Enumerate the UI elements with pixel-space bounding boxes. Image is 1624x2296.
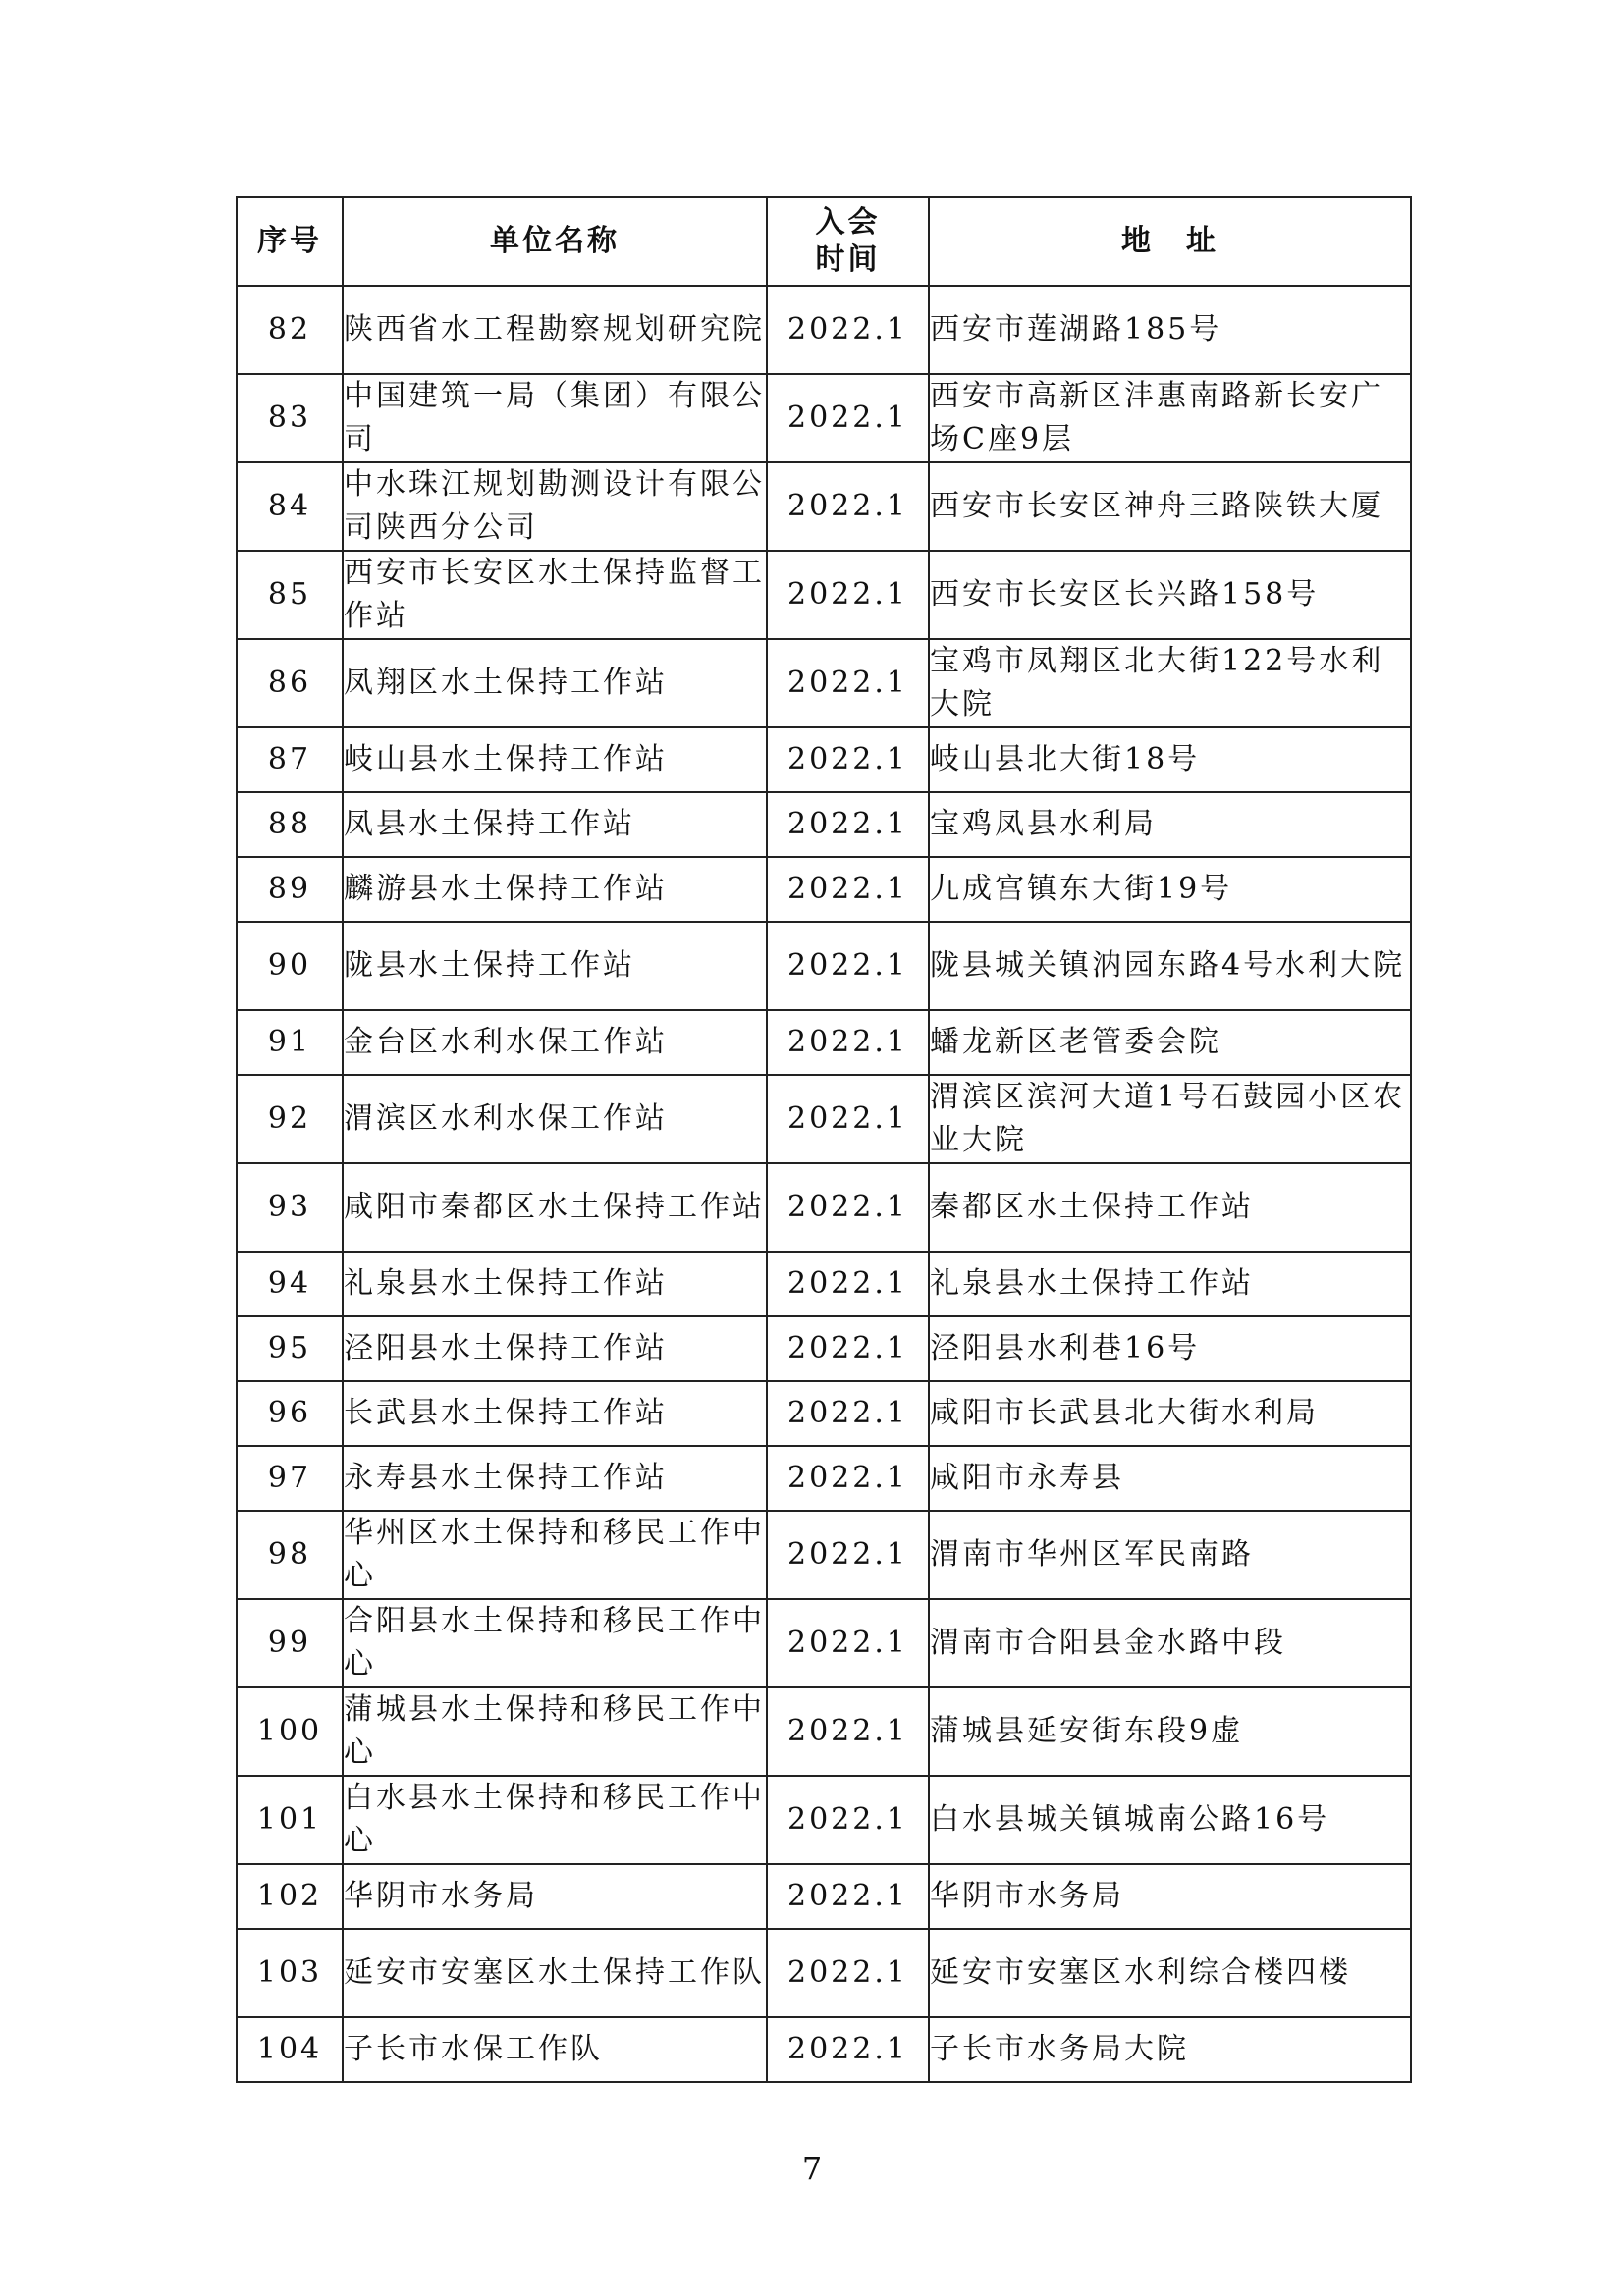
cell-join-time: 2022.1 (767, 792, 929, 857)
header-name: 单位名称 (343, 197, 767, 286)
cell-name: 长武县水土保持工作站 (343, 1381, 767, 1446)
cell-join-time: 2022.1 (767, 1511, 929, 1599)
cell-address: 西安市莲湖路185号 (929, 286, 1411, 374)
cell-address: 泾阳县水利巷16号 (929, 1316, 1411, 1381)
table-row (237, 792, 1411, 857)
cell-join-time: 2022.1 (767, 1075, 929, 1163)
header-address: 地 址 (929, 197, 1411, 286)
cell-join-time: 2022.1 (767, 857, 929, 922)
cell-address: 岐山县北大街18号 (929, 727, 1411, 792)
cell-join-time: 2022.1 (767, 374, 929, 462)
cell-index: 89 (237, 857, 343, 922)
cell-address: 西安市长安区神舟三路陕铁大厦 (929, 462, 1411, 551)
header-join-time (767, 197, 929, 286)
table-row (237, 1163, 1411, 1252)
cell-index: 83 (237, 374, 343, 462)
cell-address: 宝鸡凤县水利局 (929, 792, 1411, 857)
table-row (237, 1511, 1411, 1599)
cell-join-time: 2022.1 (767, 462, 929, 551)
cell-name: 咸阳市秦都区水土保持工作站 (343, 1163, 767, 1252)
cell-name: 华州区水土保持和移民工作中心 (343, 1511, 767, 1599)
cell-join-time: 2022.1 (767, 1252, 929, 1316)
table-row (237, 1687, 1411, 1776)
cell-index: 100 (237, 1687, 343, 1776)
cell-address: 九成宫镇东大街19号 (929, 857, 1411, 922)
member-table (236, 196, 1412, 2083)
cell-index: 84 (237, 462, 343, 551)
cell-name: 西安市长安区水土保持监督工作站 (343, 551, 767, 639)
cell-index: 103 (237, 1929, 343, 2017)
table-row (237, 1316, 1411, 1381)
cell-address: 渭南市华州区军民南路 (929, 1511, 1411, 1599)
cell-join-time: 2022.1 (767, 1929, 929, 2017)
cell-address: 咸阳市永寿县 (929, 1446, 1411, 1511)
cell-index: 92 (237, 1075, 343, 1163)
cell-address: 子长市水务局大院 (929, 2017, 1411, 2082)
cell-index: 104 (237, 2017, 343, 2082)
cell-index: 102 (237, 1864, 343, 1929)
cell-name: 凤县水土保持工作站 (343, 792, 767, 857)
cell-address: 咸阳市长武县北大街水利局 (929, 1381, 1411, 1446)
cell-name: 礼泉县水土保持工作站 (343, 1252, 767, 1316)
cell-index: 101 (237, 1776, 343, 1864)
cell-index: 99 (237, 1599, 343, 1687)
table-row (237, 857, 1411, 922)
table-row (237, 1929, 1411, 2017)
cell-index: 96 (237, 1381, 343, 1446)
page-number: 7 (801, 2150, 823, 2187)
cell-name: 渭滨区水利水保工作站 (343, 1075, 767, 1163)
cell-index: 88 (237, 792, 343, 857)
cell-join-time: 2022.1 (767, 727, 929, 792)
cell-name: 合阳县水土保持和移民工作中心 (343, 1599, 767, 1687)
cell-join-time: 2022.1 (767, 286, 929, 374)
cell-join-time: 2022.1 (767, 1599, 929, 1687)
cell-index: 93 (237, 1163, 343, 1252)
cell-address: 白水县城关镇城南公路16号 (929, 1776, 1411, 1864)
cell-name: 陇县水土保持工作站 (343, 922, 767, 1010)
table-row (237, 1864, 1411, 1929)
cell-index: 98 (237, 1511, 343, 1599)
cell-name: 蒲城县水土保持和移民工作中心 (343, 1687, 767, 1776)
cell-join-time: 2022.1 (767, 1316, 929, 1381)
cell-join-time: 2022.1 (767, 551, 929, 639)
cell-name: 岐山县水土保持工作站 (343, 727, 767, 792)
table-row (237, 1599, 1411, 1687)
cell-address: 礼泉县水土保持工作站 (929, 1252, 1411, 1316)
cell-name: 中国建筑一局（集团）有限公司 (343, 374, 767, 462)
cell-join-time: 2022.1 (767, 1687, 929, 1776)
cell-address: 华阴市水务局 (929, 1864, 1411, 1929)
cell-index: 87 (237, 727, 343, 792)
cell-name: 延安市安塞区水土保持工作队 (343, 1929, 767, 2017)
cell-name: 永寿县水土保持工作站 (343, 1446, 767, 1511)
table-row (237, 286, 1411, 374)
table-row (237, 1075, 1411, 1163)
cell-join-time: 2022.1 (767, 1446, 929, 1511)
cell-join-time: 2022.1 (767, 1163, 929, 1252)
cell-name: 中水珠江规划勘测设计有限公司陕西分公司 (343, 462, 767, 551)
cell-address: 延安市安塞区水利综合楼四楼 (929, 1929, 1411, 2017)
cell-join-time: 2022.1 (767, 2017, 929, 2082)
table-row (237, 1010, 1411, 1075)
cell-index: 85 (237, 551, 343, 639)
cell-address: 蒲城县延安街东段9虚 (929, 1687, 1411, 1776)
cell-index: 91 (237, 1010, 343, 1075)
cell-address: 蟠龙新区老管委会院 (929, 1010, 1411, 1075)
table-header-row (237, 197, 1411, 286)
cell-index: 95 (237, 1316, 343, 1381)
header-join-time-line1: 入会 (815, 205, 881, 240)
cell-index: 86 (237, 639, 343, 727)
table-row (237, 374, 1411, 462)
table-row (237, 1252, 1411, 1316)
table-row (237, 727, 1411, 792)
table-row (237, 2017, 1411, 2082)
cell-name: 陕西省水工程勘察规划研究院 (343, 286, 767, 374)
cell-index: 97 (237, 1446, 343, 1511)
cell-name: 麟游县水土保持工作站 (343, 857, 767, 922)
cell-index: 94 (237, 1252, 343, 1316)
cell-address: 西安市高新区沣惠南路新长安广场C座9层 (929, 374, 1411, 462)
table-row (237, 551, 1411, 639)
table-row (237, 1381, 1411, 1446)
cell-address: 渭滨区滨河大道1号石鼓园小区农业大院 (929, 1075, 1411, 1163)
cell-name: 凤翔区水土保持工作站 (343, 639, 767, 727)
header-index: 序号 (237, 197, 343, 286)
cell-name: 白水县水土保持和移民工作中心 (343, 1776, 767, 1864)
cell-join-time: 2022.1 (767, 1010, 929, 1075)
cell-join-time: 2022.1 (767, 1776, 929, 1864)
cell-join-time: 2022.1 (767, 639, 929, 727)
table-row (237, 639, 1411, 727)
cell-join-time: 2022.1 (767, 1864, 929, 1929)
cell-address: 陇县城关镇汭园东路4号水利大院 (929, 922, 1411, 1010)
cell-name: 华阴市水务局 (343, 1864, 767, 1929)
table-row (237, 1446, 1411, 1511)
cell-index: 90 (237, 922, 343, 1010)
cell-join-time: 2022.1 (767, 922, 929, 1010)
cell-join-time: 2022.1 (767, 1381, 929, 1446)
cell-address: 渭南市合阳县金水路中段 (929, 1599, 1411, 1687)
table-row (237, 922, 1411, 1010)
cell-address: 宝鸡市凤翔区北大街122号水利大院 (929, 639, 1411, 727)
table-row (237, 1776, 1411, 1864)
cell-address: 西安市长安区长兴路158号 (929, 551, 1411, 639)
cell-address: 秦都区水土保持工作站 (929, 1163, 1411, 1252)
header-join-time-line2: 时间 (815, 242, 881, 277)
cell-name: 金台区水利水保工作站 (343, 1010, 767, 1075)
cell-index: 82 (237, 286, 343, 374)
cell-name: 泾阳县水土保持工作站 (343, 1316, 767, 1381)
table-row (237, 462, 1411, 551)
cell-name: 子长市水保工作队 (343, 2017, 767, 2082)
